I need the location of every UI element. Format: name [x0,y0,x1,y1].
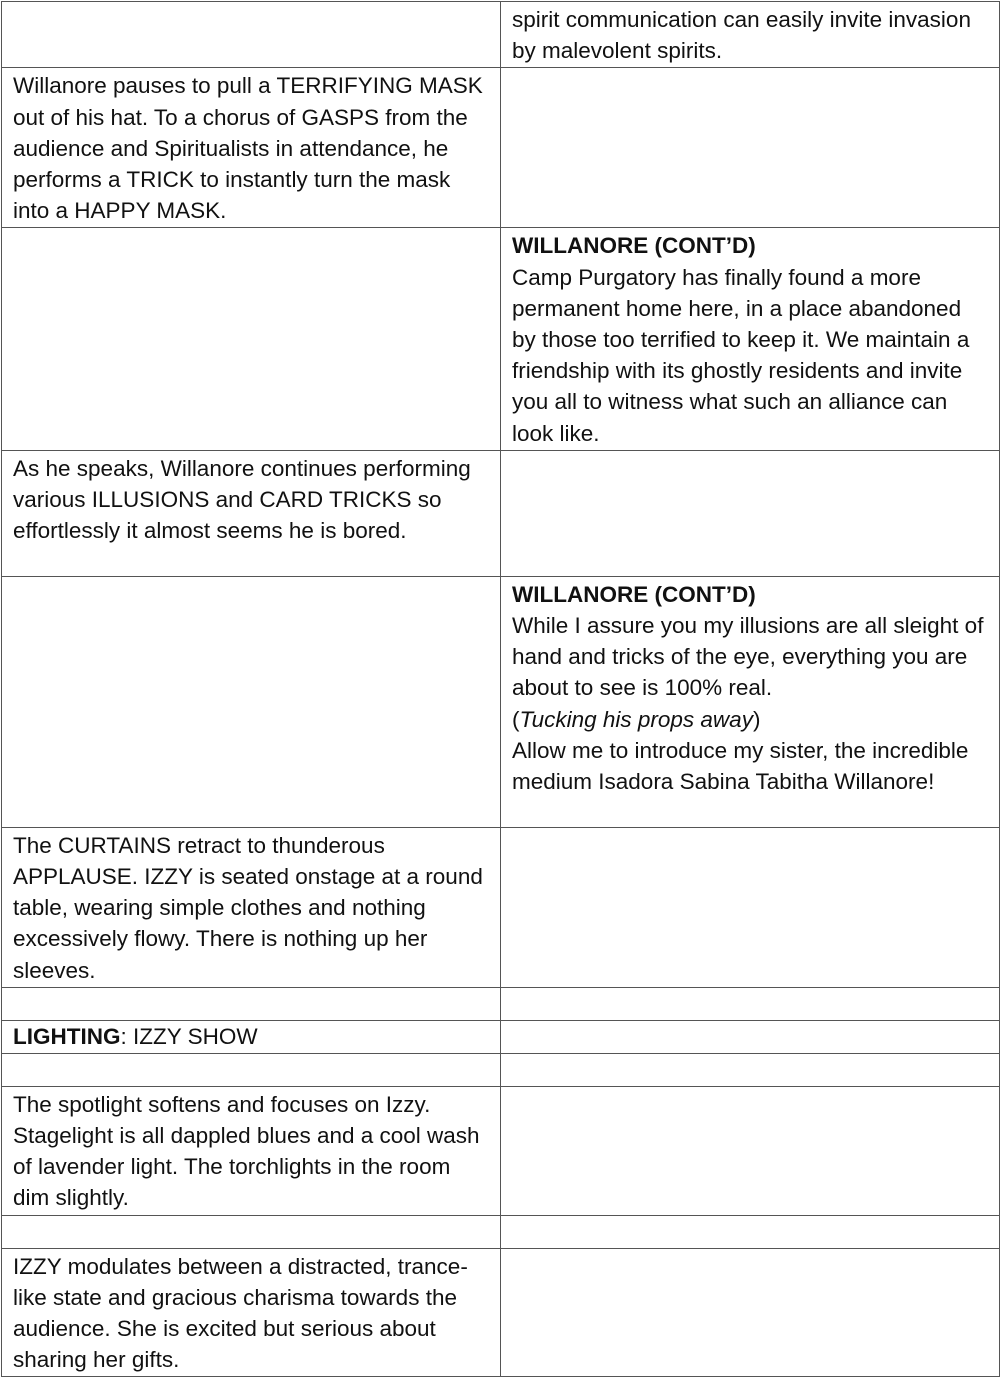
dialogue-cell [501,68,1000,228]
action-cell [2,2,501,68]
dialogue-cell [501,827,1000,987]
dialogue-text: Allow me to introduce my sister, the incredible medium Isadora Sabina Tabitha Willanore! [512,737,969,795]
table-row [2,827,1000,987]
dialogue-text: While I assure you my illusions are all sleight of hand and tricks of the eye, everything you are about to see is 100% real. [512,613,984,701]
dialogue-cell [501,450,1000,576]
lighting-cue: : IZZY SHOW [120,1023,258,1049]
table-row [2,576,1000,827]
dialogue-cell [501,1020,1000,1053]
action-text: IZZY modulates between a distracted, trance-like state and gracious charisma towards the audience. She is excited but serious about sharing her gifts. [13,1253,468,1373]
dialogue-text: spirit communication can easily invite invasion by malevolent spirits. [512,7,971,64]
action-cell [2,987,501,1020]
lighting-label: LIGHTING [13,1023,121,1049]
table-row [2,1020,1000,1053]
action-text: The CURTAINS retract to thunderous APPLAUSE. IZZY is seated onstage at a round table, wearing simple clothes and nothing excessively flowy. There is nothing up her sleeves. [13,832,483,983]
dialogue-cell [501,1053,1000,1086]
dialogue-cell [501,228,1000,450]
table-row [2,1053,1000,1086]
table-row [2,1215,1000,1248]
table-row [2,450,1000,576]
script-table [1,1,1000,1377]
action-cell [2,1086,501,1215]
speaker-name: WILLANORE (CONT’D) [512,233,756,259]
table-row [2,2,1000,68]
table-row [2,68,1000,228]
dialogue-cell [501,1086,1000,1215]
action-cell [2,576,501,827]
action-cell [2,1215,501,1248]
dialogue-cell [501,2,1000,68]
action-text: As he speaks, Willanore continues performing various ILLUSIONS and CARD TRICKS so effortlessly it almost seems he is bored. [13,455,471,544]
action-cell [2,1248,501,1377]
parenthetical-text: Tucking his props away [519,706,753,732]
action-cell [2,450,501,576]
dialogue-cell [501,987,1000,1020]
dialogue-text: Camp Purgatory has finally found a more permanent home here, in a place abandoned by those too terrified to keep it. We maintain a friendship with its ghostly residents and invite you all to witness what such an alliance can look like. [512,264,970,446]
action-cell [2,68,501,228]
speaker-name: WILLANORE (CONT’D) [512,581,756,607]
parenthetical [512,704,989,735]
dialogue-cell [501,1215,1000,1248]
paren-open: ( [512,706,520,732]
action-text: Willanore pauses to pull a TERRIFYING MASK out of his hat. To a chorus of GASPS from the audience and Spiritualists in attendance, he performs a TRICK to instantly turn the mask into a HAPPY MASK. [13,73,483,224]
table-row [2,1086,1000,1215]
dialogue-cell [501,1248,1000,1377]
table-row [2,228,1000,450]
table-row [2,1248,1000,1377]
action-cell [2,1053,501,1086]
action-text: The spotlight softens and focuses on Izzy. Stagelight is all dappled blues and a cool wash of lavender light. The torchlights in the room dim slightly. [13,1091,480,1211]
action-cell [2,1020,501,1053]
paren-close: ) [752,706,761,732]
dialogue-cell [501,576,1000,827]
table-row [2,987,1000,1020]
action-cell [2,228,501,450]
action-cell [2,827,501,987]
